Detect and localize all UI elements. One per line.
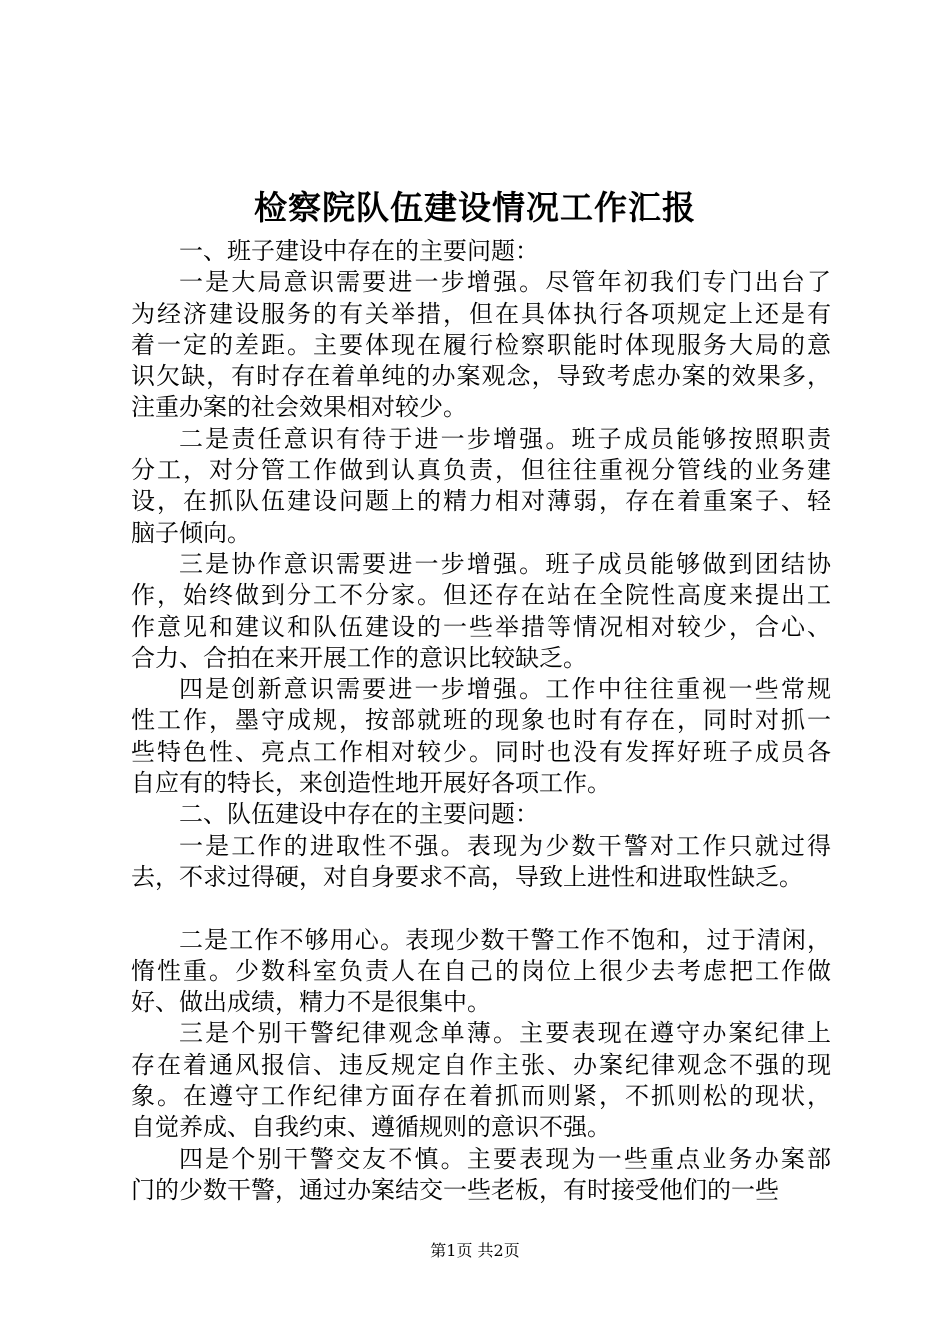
paragraph-line: 作意见和建议和队伍建设的一些举措等情况相对较少，合心、 (131, 612, 831, 641)
paragraph-line: 象。在遵守工作纪律方面存在着抓而则紧，不抓则松的现状， (131, 1082, 831, 1111)
section-heading: 二、队伍建设中存在的主要问题： (179, 800, 539, 829)
paragraph-line: 二是工作不够用心。表现少数干警工作不饱和，过于清闲， (179, 925, 831, 954)
paragraph-line: 一是大局意识需要进一步增强。尽管年初我们专门出台了 (179, 268, 831, 297)
paragraph-line: 三是个别干警纪律观念单薄。主要表现在遵守办案纪律上 (179, 1019, 831, 1048)
paragraph-line: 性工作，墨守成规，按部就班的现象也时有存在，同时对抓一 (131, 706, 831, 735)
paragraph-line: 识欠缺，有时存在着单纯的办案观念，导致考虑办案的效果多， (131, 362, 831, 391)
paragraph-line: 存在着通风报信、违反规定自作主张、办案纪律观念不强的现 (131, 1050, 831, 1079)
paragraph-line: 一是工作的进取性不强。表现为少数干警对工作只就过得 (179, 831, 831, 860)
paragraph-line: 门的少数干警，通过办案结交一些老板，有时接受他们的一些 (131, 1175, 779, 1204)
paragraph-line: 分工，对分管工作做到认真负责，但往往重视分管线的业务建 (131, 456, 831, 485)
paragraph-line: 自应有的特长，来创造性地开展好各项工作。 (131, 769, 611, 798)
document-body (131, 236, 831, 1206)
paragraph-line: 为经济建设服务的有关举措，但在具体执行各项规定上还是有 (131, 299, 831, 328)
paragraph-line: 二是责任意识有待于进一步增强。班子成员能够按照职责 (179, 424, 831, 453)
blank-line (131, 893, 831, 924)
paragraph-line: 着一定的差距。主要体现在履行检察职能时体现服务大局的意 (131, 330, 831, 359)
section-heading: 一、班子建设中存在的主要问题： (179, 237, 539, 265)
paragraph-line: 合力、合拍在来开展工作的意识比较缺乏。 (131, 643, 587, 672)
paragraph-line: 四是个别干警交友不慎。主要表现为一些重点业务办案部 (179, 1144, 831, 1173)
paragraph-line: 三是协作意识需要进一步增强。班子成员能够做到团结协 (179, 549, 831, 578)
paragraph-line: 四是创新意识需要进一步增强。工作中往往重视一些常规 (179, 675, 831, 704)
paragraph-line: 注重办案的社会效果相对较少。 (131, 393, 467, 422)
paragraph-line: 去，不求过得硬，对自身要求不高，导致上进性和进取性缺乏。 (131, 862, 803, 891)
document-title: 检察院队伍建设情况工作汇报 (254, 188, 696, 227)
page-number: 第1页 共2页 (430, 1241, 520, 1260)
paragraph-line: 好、做出成绩，精力不是很集中。 (131, 988, 491, 1017)
paragraph-line: 设，在抓队伍建设问题上的精力相对薄弱，存在着重案子、轻 (131, 487, 831, 516)
paragraph-line: 些特色性、亮点工作相对较少。同时也没有发挥好班子成员各 (131, 737, 831, 766)
paragraph-line: 作，始终做到分工不分家。但还存在站在全院性高度来提出工 (131, 581, 831, 610)
paragraph-line: 脑子倾向。 (131, 518, 251, 547)
paragraph-line: 自觉养成、自我约束、遵循规则的意识不强。 (131, 1113, 611, 1142)
paragraph-line: 惰性重。少数科室负责人在自己的岗位上很少去考虑把工作做 (131, 956, 831, 985)
